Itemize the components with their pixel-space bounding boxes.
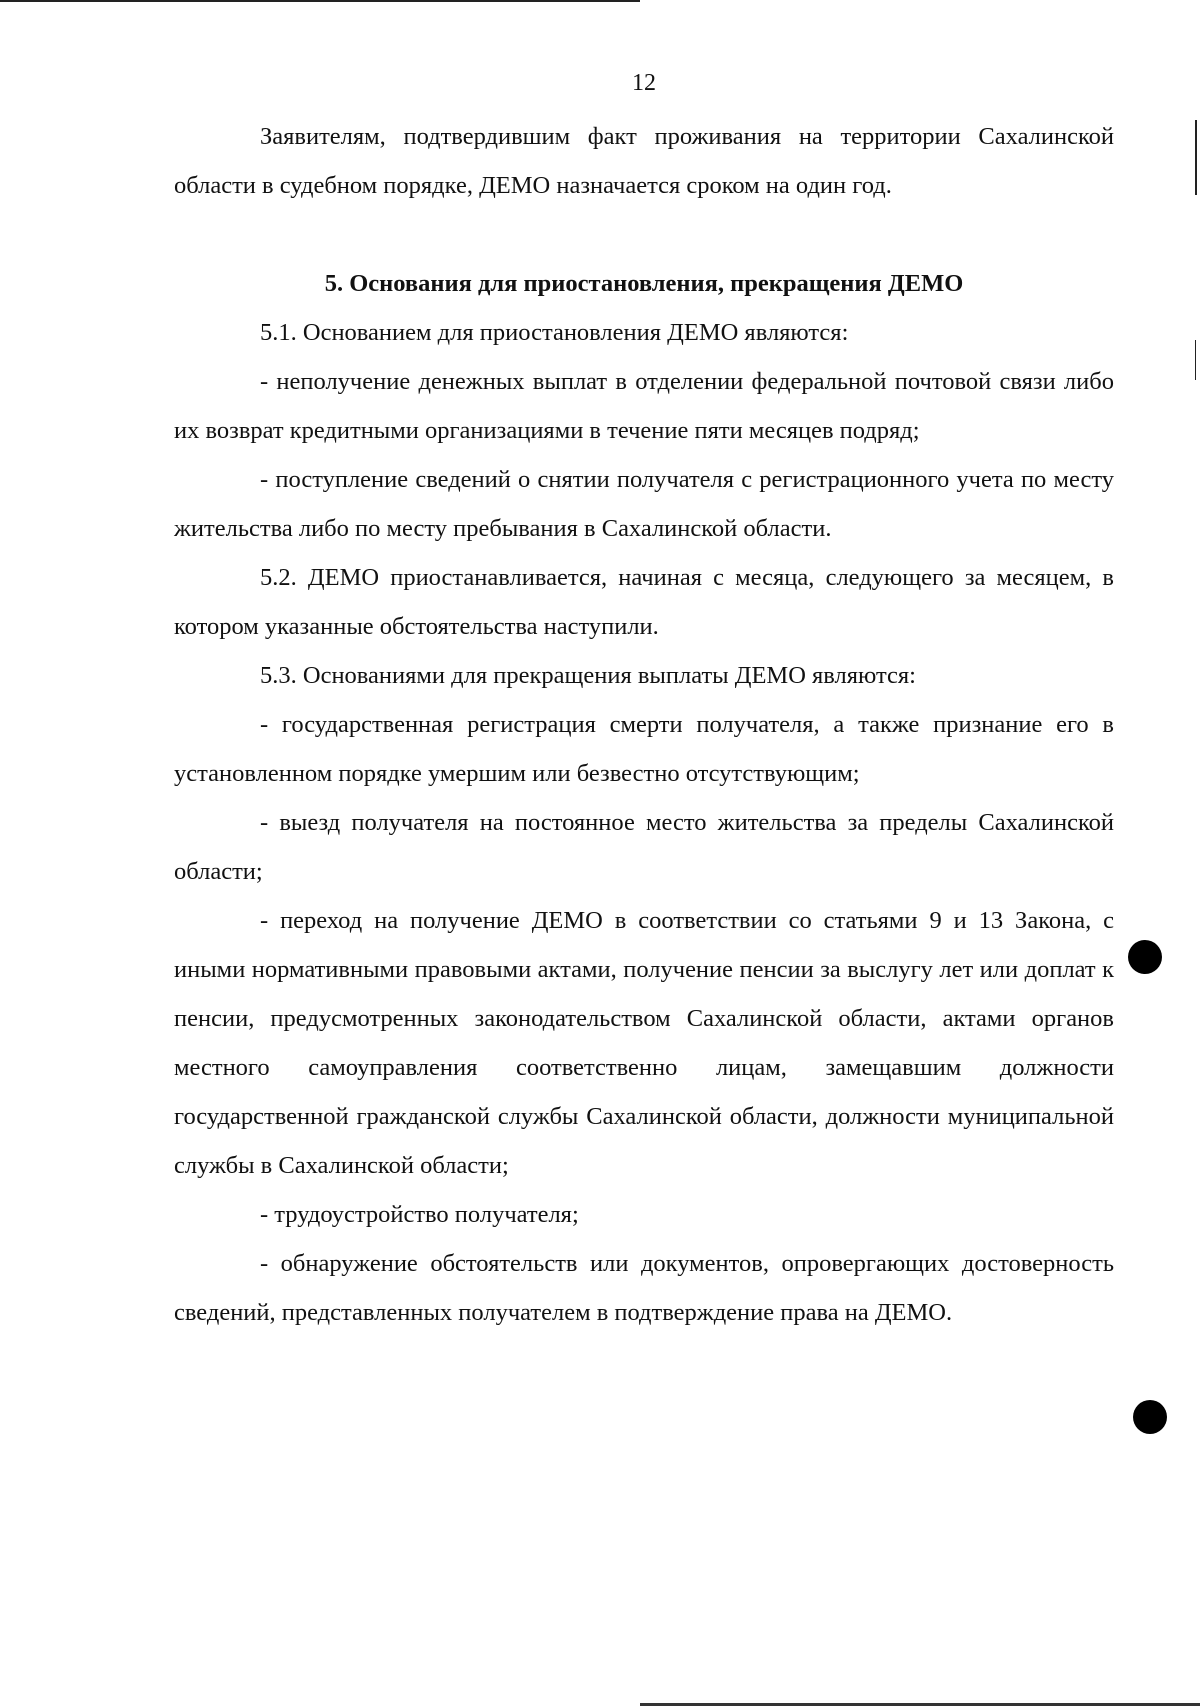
paragraph-5-1: 5.1. Основанием для приостановления ДЕМО являются: (260, 319, 849, 346)
list-item: - неполучение денежных выплат в отделении федеральной почтовой связи либо их возврат кредитными организациями в течение пяти месяцев подряд; (174, 368, 1114, 444)
list-item: - обнаружение обстоятельств или документов, опровергающих достоверность сведений, представленных получателем в подтверждение права на ДЕМО. (174, 1250, 1114, 1326)
list-item: - государственная регистрация смерти получателя, а также признание его в установленном порядке умершим или безвестно отсутствующим; (174, 711, 1114, 787)
binder-hole (1133, 1400, 1167, 1434)
scan-margin-mark (1195, 120, 1197, 195)
list-item: - трудоустройство получателя; (260, 1201, 579, 1228)
document-body (174, 112, 1114, 1337)
scan-edge-bottom (640, 1703, 1200, 1706)
paragraph-5-2: 5.2. ДЕМО приостанавливается, начиная с месяца, следующего за месяцем, в котором указанные обстоятельства наступили. (174, 564, 1114, 640)
intro-paragraph: Заявителям, подтвердившим факт проживания на территории Сахалинской области в судебном порядке, ДЕМО назначается сроком на один год. (174, 123, 1114, 199)
list-item: - поступление сведений о снятии получателя с регистрационного учета по месту жительства либо по месту пребывания в Сахалинской области. (174, 466, 1114, 542)
list-item: - выезд получателя на постоянное место жительства за пределы Сахалинской области; (174, 809, 1114, 885)
page-number: 12 (632, 70, 656, 96)
scan-margin-mark (1195, 340, 1196, 380)
binder-hole (1128, 940, 1162, 974)
section-heading: 5. Основания для приостановления, прекращения ДЕМО (324, 270, 964, 297)
scan-edge-top (0, 0, 640, 2)
paragraph-5-3: 5.3. Основаниями для прекращения выплаты ДЕМО являются: (260, 662, 916, 689)
list-item: - переход на получение ДЕМО в соответствии со статьями 9 и 13 Закона, с иными нормативными правовыми актами, получение пенсии за выслугу лет или доплат к пенсии, предусмотренных законодательством Сахалинской области, актами органов местного самоуправления соответственно лицам, замещавшим должности государственной гражданской службы Сахалинской области, должности муниципальной службы в Сахалинской области; (174, 907, 1114, 1179)
